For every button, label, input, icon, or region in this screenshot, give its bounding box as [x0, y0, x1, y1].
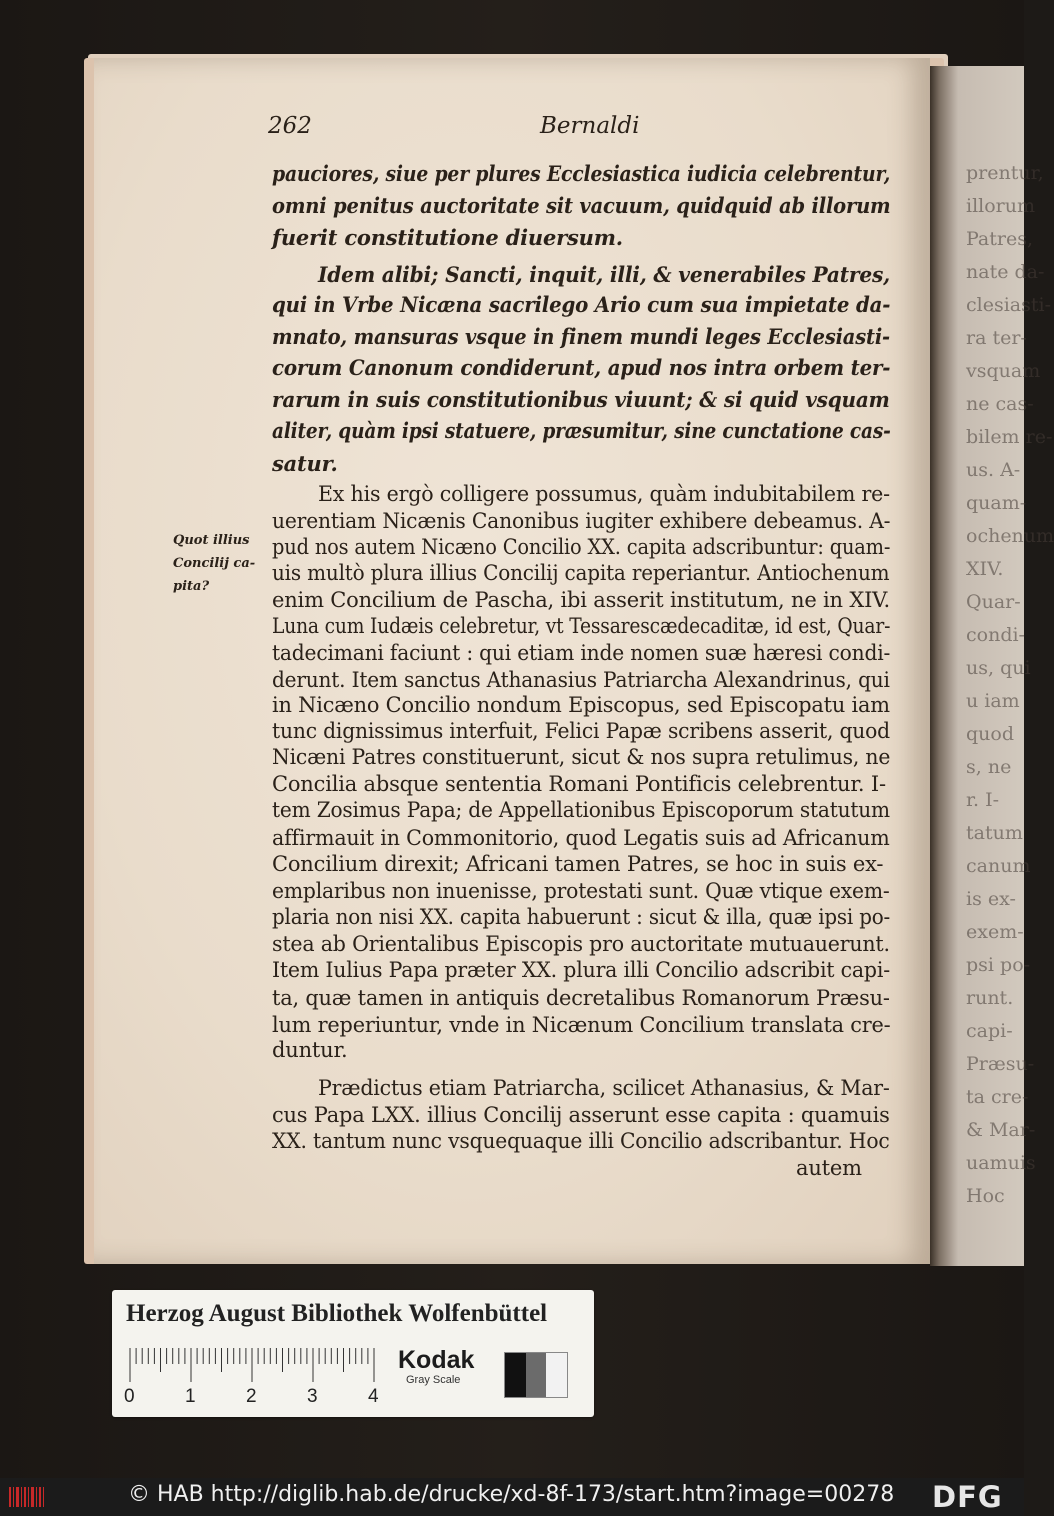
- bleed-line: illorum: [966, 195, 1036, 217]
- bleed-line: bilem re-: [966, 426, 1053, 448]
- bleed-line: ta cre-: [966, 1086, 1029, 1108]
- text-line: ta, quæ tamen in antiquis decretalibus Romanorum Præsu-: [272, 986, 890, 1010]
- bleed-line: canum: [966, 855, 1031, 877]
- running-head: Bernaldi: [540, 113, 640, 139]
- margin-note-line: Quot illius: [173, 533, 250, 548]
- text-line: corum Canonum condiderunt, apud nos intra orbem ter-: [272, 355, 891, 380]
- text-line: plaria non nisi XX. capita habuerunt : sicut & illa, quæ ipsi po-: [272, 905, 891, 929]
- bleed-line: Quar-: [966, 591, 1021, 613]
- text-line: Concilium direxit; Africani tamen Patres, se hoc in suis ex-: [272, 852, 884, 876]
- footer-bar: [0, 1478, 1024, 1516]
- ruler-number: 4: [368, 1386, 379, 1407]
- text-line: uis multò plura illius Concilij capita reperiantur. Antiochenum: [272, 561, 890, 585]
- library-name: Herzog August Bibliothek Wolfenbüttel: [126, 1300, 548, 1327]
- bleed-line: Præsu-: [966, 1053, 1035, 1075]
- ruler-number: 0: [124, 1386, 135, 1407]
- bleed-line: Patres,: [966, 228, 1034, 250]
- gray-patch: [526, 1353, 547, 1397]
- bleed-line: ne cas-: [966, 393, 1034, 415]
- gray-scale-caption: Gray Scale: [406, 1374, 461, 1386]
- text-line: cus Papa LXX. illius Concilij asserunt esse capita : quamuis: [272, 1103, 890, 1127]
- text-line: in Nicæno Concilio nondum Episcopus, sed Episcopatu iam: [272, 693, 890, 717]
- text-line: stea ab Orientalibus Episcopis pro auctoritate mutuauerunt.: [272, 932, 890, 956]
- gray-patch: [546, 1353, 567, 1397]
- page-number: 262: [268, 113, 312, 139]
- bleed-line: ra ter-: [966, 327, 1027, 349]
- text-line: Concilia absque sententia Romani Pontificis celebrentur. I-: [272, 772, 886, 796]
- bleed-line: r. I-: [966, 789, 999, 811]
- text-line: derunt. Item sanctus Athanasius Patriarcha Alexandrinus, qui: [272, 668, 890, 692]
- text-line: Item Iulius Papa præter XX. plura illi Concilio adscribit capi-: [272, 958, 890, 982]
- bleed-line: uamuis: [966, 1152, 1036, 1174]
- text-line: emplaribus non inuenisse, protestati sunt. Quæ vtique exem-: [272, 879, 890, 903]
- text-line: pud nos autem Nicæno Concilio XX. capita adscribuntur: quam-: [272, 535, 891, 559]
- text-line: aliter, quàm ipsi statuere, præsumitur, sine cunctatione cas-: [272, 418, 891, 443]
- text-line: enim Concilium de Pascha, ibi asserit institutum, ne in XIV.: [272, 588, 890, 612]
- bleed-line: quam-: [966, 492, 1027, 514]
- text-line: pauciores, siue per plures Ecclesiastica iudicia celebrentur,: [272, 161, 891, 186]
- bleed-line: quod: [966, 723, 1015, 745]
- ruler-number: 2: [246, 1386, 257, 1407]
- text-line: autem: [796, 1156, 862, 1180]
- bleed-line: Hoc: [966, 1185, 1005, 1207]
- text-line: lum reperiuntur, vnde in Nicænum Concilium translata cre-: [272, 1013, 891, 1037]
- text-line: duntur.: [272, 1038, 348, 1062]
- bleed-line: tatum: [966, 822, 1023, 844]
- text-line: tunc dignissimus interfuit, Felici Papæ scribens asserit, quod: [272, 719, 890, 743]
- bleed-line: nate da-: [966, 261, 1045, 283]
- bleed-line: us, qui: [966, 657, 1031, 679]
- dfg-logo: DFG: [932, 1480, 1003, 1514]
- bleed-line: capi-: [966, 1020, 1013, 1042]
- bleed-line: condi-: [966, 624, 1025, 646]
- bleed-line: vsquam: [966, 360, 1041, 382]
- next-page-bleed: [930, 66, 1054, 1266]
- library-label: [112, 1290, 594, 1417]
- margin-note-line: Concilij ca-: [173, 556, 256, 571]
- gray-scale-patches: [504, 1352, 568, 1398]
- text-line: satur.: [272, 451, 338, 476]
- text-line: qui in Vrbe Nicæna sacrilego Ario cum sua impietate da-: [272, 292, 891, 317]
- text-line: tadecimani faciunt : qui etiam inde nomen suæ hæresi condi-: [272, 641, 891, 665]
- bleed-line: runt.: [966, 987, 1014, 1009]
- text-line: Luna cum Iudæis celebretur, vt Tessarescædecaditæ, id est, Quar-: [272, 614, 891, 638]
- bleed-line: s, ne: [966, 756, 1012, 778]
- bleed-line: psi po-: [966, 954, 1031, 976]
- text-line: Idem alibi; Sancti, inquit, illi, & venerabiles Patres,: [318, 262, 890, 287]
- margin-note-line: pita?: [173, 579, 210, 594]
- bleed-line: us. A-: [966, 459, 1021, 481]
- ruler: [128, 1348, 378, 1384]
- ruler-number: 1: [185, 1386, 196, 1407]
- text-line: Prædictus etiam Patriarcha, scilicet Athanasius, & Mar-: [318, 1076, 890, 1100]
- text-line: tem Zosimus Papa; de Appellationibus Episcoporum statutum: [272, 798, 890, 822]
- text-line: uerentiam Nicænis Canonibus iugiter exhibere debeamus. A-: [272, 509, 891, 533]
- text-line: XX. tantum nunc vsquequaque illi Concilio adscribantur. Hoc: [272, 1129, 890, 1153]
- gray-patch: [505, 1353, 526, 1397]
- barcode-icon: [8, 1484, 48, 1510]
- text-line: omni penitus auctoritate sit vacuum, quidquid ab illorum: [272, 193, 891, 218]
- copyright-url[interactable]: © HAB http://diglib.hab.de/drucke/xd-8f-173/start.htm?image=00278: [128, 1482, 895, 1507]
- text-line: affirmauit in Commonitorio, quod Legatis suis ad Africanum: [272, 826, 890, 850]
- bleed-line: prentur,: [966, 162, 1044, 184]
- text-line: Ex his ergò colligere possumus, quàm indubitabilem re-: [318, 482, 890, 506]
- bleed-line: ochenum: [966, 525, 1054, 547]
- bleed-line: u iam: [966, 690, 1020, 712]
- bleed-line: is ex-: [966, 888, 1016, 910]
- bleed-line: XIV.: [966, 558, 1004, 580]
- text-line: Nicæni Patres constituerunt, sicut & nos supra retulimus, ne: [272, 745, 891, 769]
- text-line: mnato, mansuras vsque in finem mundi leges Ecclesiasti-: [272, 324, 890, 349]
- text-line: fuerit constitutione diuersum.: [272, 225, 623, 250]
- bleed-line: & Mar-: [966, 1119, 1036, 1141]
- kodak-logo: Kodak: [398, 1346, 475, 1374]
- bleed-line: clesiasti-: [966, 294, 1051, 316]
- ruler-number: 3: [307, 1386, 318, 1407]
- bleed-line: exem-: [966, 921, 1024, 943]
- text-line: rarum in suis constitutionibus viuunt; & si quid vsquam: [272, 387, 890, 412]
